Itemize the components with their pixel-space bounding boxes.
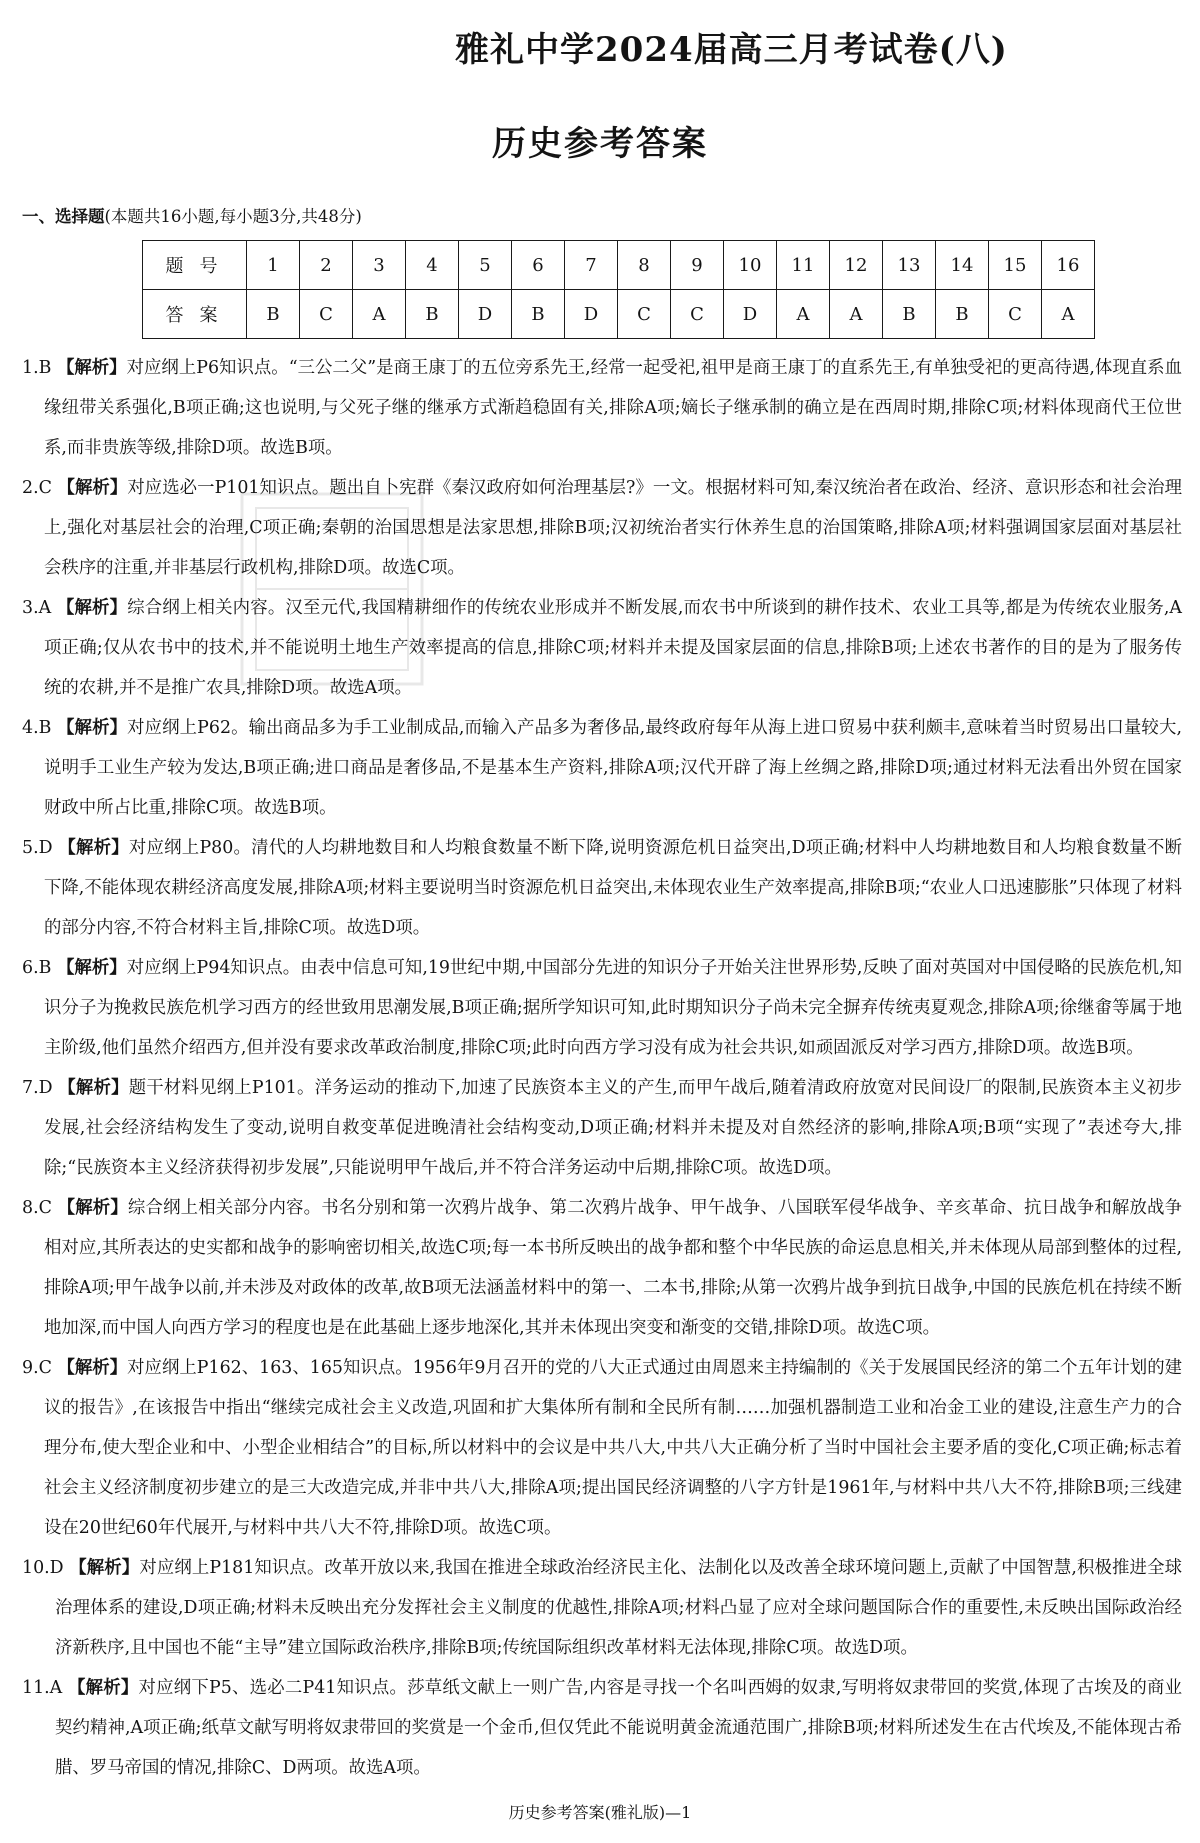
question-number-cell: 14 xyxy=(936,241,989,290)
answer-cell: D xyxy=(724,290,777,339)
explanation-item xyxy=(22,708,1182,828)
explanation-item xyxy=(22,1548,1182,1668)
explanation-item xyxy=(22,948,1182,1068)
explanation-item xyxy=(22,1348,1182,1548)
answer-table xyxy=(142,240,1095,339)
answer-table-number-row xyxy=(143,241,1095,290)
exam-title: 雅礼中学2024届高三月考试卷(八) xyxy=(455,30,1008,70)
question-number-cell: 10 xyxy=(724,241,777,290)
analysis-text: 题干材料见纲上P101。洋务运动的推动下,加速了民族资本主义的产生,而甲午战后,随着清政府放宽对民间设厂的限制,民族资本主义初步发展,社会经济结构发生了变动,说明自救变革促进晚清社会结构变动,D项正确;材料并未提及对自然经济的影响,排除A项;B项“实现了”表述夸大,排除;“民族资本主义经济获得初步发展”,只能说明甲午战后,并不符合洋务运动中后期,排除C项。故选D项。 xyxy=(44,1078,1183,1178)
answer-cell: A xyxy=(777,290,830,339)
item-answer: 7.D xyxy=(22,1078,53,1098)
explanation-item xyxy=(22,348,1182,468)
analysis-text: 综合纲上相关内容。汉至元代,我国精耕细作的传统农业形成并不断发展,而农书中所谈到的耕作技术、农业工具等,都是为传统农业服务,A项正确;仅从农书中的技术,并不能说明土地生产效率提高的信息,排除C项;材料并未提及国家层面的信息,排除B项;上述农书著作的目的是为了服务传统的农耕,并不是推广农具,排除D项。故选A项。 xyxy=(44,598,1182,698)
section-note: (本题共16小题,每小题3分,共48分) xyxy=(104,207,362,226)
question-number-cell: 9 xyxy=(671,241,724,290)
question-number-cell: 15 xyxy=(989,241,1042,290)
question-number-cell: 8 xyxy=(618,241,671,290)
item-answer: 11.A xyxy=(22,1678,63,1698)
item-answer: 1.B xyxy=(22,358,52,378)
item-answer: 10.D xyxy=(22,1558,64,1578)
explanation-item xyxy=(22,588,1182,708)
question-number-cell: 16 xyxy=(1042,241,1095,290)
answer-cell: C xyxy=(989,290,1042,339)
analysis-tag: 【解析】 xyxy=(57,1198,128,1218)
analysis-tag: 【解析】 xyxy=(57,478,128,498)
analysis-text: 综合纲上相关部分内容。书名分别和第一次鸦片战争、第二次鸦片战争、甲午战争、八国联军侵华战争、辛亥革命、抗日战争和解放战争相对应,其所表达的史实都和战争的影响密切相关,故选C项;每一本书所反映出的战争都和整个中华民族的命运息息相关,并未体现从局部到整体的过程,排除A项;甲午战争以前,并未涉及对政体的改革,故B项无法涵盖材料中的第一、二本书,排除;从第一次鸦片战争到抗日战争,中国的民族危机在持续不断地加深,而中国人向西方学习的程度也是在此基础上逐步地深化,其并未体现出突变和渐变的交错,排除D项。故选C项。 xyxy=(44,1198,1182,1338)
answer-row-label: 答案 xyxy=(143,290,247,339)
explanation-item xyxy=(22,1068,1182,1188)
analysis-tag: 【解析】 xyxy=(58,838,129,858)
analysis-tag: 【解析】 xyxy=(57,718,128,738)
answer-cell: A xyxy=(1042,290,1095,339)
answer-cell: C xyxy=(300,290,353,339)
answer-cell: D xyxy=(565,290,618,339)
page-title: 历史参考答案 xyxy=(492,124,708,164)
item-answer: 2.C xyxy=(22,478,52,498)
question-number-cell: 12 xyxy=(830,241,883,290)
question-number-cell: 2 xyxy=(300,241,353,290)
analysis-text: 对应纲上P6知识点。“三公二父”是商王康丁的五位旁系先王,经常一起受祀,祖甲是商王康丁的直系先王,有单独受祀的更高待遇,体现直系血缘纽带关系强化,B项正确;这也说明,与父死子继的继承方式渐趋稳固有关,排除A项;嫡长子继承制的确立是在西周时期,排除C项;材料体现商代王位世系,而非贵族等级,排除D项。故选B项。 xyxy=(44,358,1182,458)
analysis-text: 对应纲上P162、163、165知识点。1956年9月召开的党的八大正式通过由周恩来主持编制的《关于发展国民经济的第二个五年计划的建议的报告》,在该报告中指出“继续完成社会主义改造,巩固和扩大集体所有制和全民所有制……加强机器制造工业和冶金工业的建设,注意生产力的合理分布,使大型企业和中、小型企业相结合”的目标,所以材料中的会议是中共八大,中共八大正确分析了当时中国社会主要矛盾的变化,C项正确;标志着社会主义经济制度初步建立的是三大改造完成,并非中共八大,排除A项;提出国民经济调整的八字方针是1961年,与材料中共八大不符,排除B项;三线建设在20世纪60年代展开,与材料中共八大不符,排除D项。故选C项。 xyxy=(44,1358,1183,1538)
analysis-text: 对应纲上P80。清代的人均耕地数目和人均粮食数量不断下降,说明资源危机日益突出,D项正确;材料中人均耕地数目和人均粮食数量不断下降,不能体现农耕经济高度发展,排除A项;材料主要说明当时资源危机日益突出,未体现农业生产效率提高,排除B项;“农业人口迅速膨胀”只体现了材料的部分内容,不符合材料主旨,排除C项。故选D项。 xyxy=(44,838,1182,938)
explanation-item xyxy=(22,468,1182,588)
answer-cell: B xyxy=(883,290,936,339)
analysis-text: 对应选必一P101知识点。题出自卜宪群《秦汉政府如何治理基层?》一文。根据材料可知,秦汉统治者在政治、经济、意识形态和社会治理上,强化对基层社会的治理,C项正确;秦朝的治国思想是法家思想,排除B项;汉初统治者实行休养生息的治国策略,排除A项;材料强调国家层面对基层社会秩序的注重,并非基层行政机构,排除D项。故选C项。 xyxy=(44,478,1182,578)
answer-cell: D xyxy=(459,290,512,339)
answer-cell: A xyxy=(353,290,406,339)
explanation-item xyxy=(22,1188,1182,1348)
answer-table-answer-row xyxy=(143,290,1095,339)
item-answer: 5.D xyxy=(22,838,53,858)
answer-cell: B xyxy=(512,290,565,339)
analysis-text: 对应纲上P94知识点。由表中信息可知,19世纪中期,中国部分先进的知识分子开始关注世界形势,反映了面对英国对中国侵略的民族危机,知识分子为挽救民族危机学习西方的经世致用思潮发展,B项正确;据所学知识可知,此时期知识分子尚未完全摒弃传统夷夏观念,排除A项;徐继畬等属于地主阶级,他们虽然介绍西方,但并没有要求改革政治制度,排除C项;此时向西方学习没有成为社会共识,如顽固派反对学习西方,排除D项。故选B项。 xyxy=(44,958,1183,1058)
analysis-tag: 【解析】 xyxy=(58,1078,129,1098)
analysis-tag: 【解析】 xyxy=(69,1558,140,1578)
analysis-tag: 【解析】 xyxy=(56,358,127,378)
question-number-cell: 7 xyxy=(565,241,618,290)
answer-cell: C xyxy=(671,290,724,339)
item-answer: 6.B xyxy=(22,958,52,978)
question-number-cell: 4 xyxy=(406,241,459,290)
analysis-text: 对应纲上P181知识点。改革开放以来,我国在推进全球政治经济民主化、法制化以及改善全球环境问题上,贡献了中国智慧,积极推进全球治理体系的建设,D项正确;材料未反映出充分发挥社会主义制度的优越性,排除A项;材料凸显了应对全球问题国际合作的重要性,未反映出国际政治经济新秩序,且中国也不能“主导”建立国际政治秩序,排除B项;传统国际组织改革材料无法体现,排除C项。故选D项。 xyxy=(55,1558,1182,1658)
question-number-cell: 1 xyxy=(247,241,300,290)
answer-cell: B xyxy=(406,290,459,339)
section-heading xyxy=(22,203,362,227)
item-answer: 8.C xyxy=(22,1198,52,1218)
section-label: 一、选择题 xyxy=(22,207,105,226)
item-answer: 9.C xyxy=(22,1358,52,1378)
answer-cell: A xyxy=(830,290,883,339)
number-row-label: 题号 xyxy=(143,241,247,290)
item-answer: 3.A xyxy=(22,598,52,618)
explanation-list xyxy=(22,348,1182,1788)
explanation-item xyxy=(22,1668,1182,1788)
explanation-item xyxy=(22,828,1182,948)
question-number-cell: 6 xyxy=(512,241,565,290)
analysis-tag: 【解析】 xyxy=(67,1678,139,1698)
analysis-tag: 【解析】 xyxy=(57,1358,128,1378)
answer-cell: B xyxy=(936,290,989,339)
question-number-cell: 11 xyxy=(777,241,830,290)
analysis-tag: 【解析】 xyxy=(56,598,128,618)
page-footer: 历史参考答案(雅礼版)—1 xyxy=(508,1803,692,1822)
question-number-cell: 5 xyxy=(459,241,512,290)
question-number-cell: 13 xyxy=(883,241,936,290)
analysis-text: 对应纲下P5、选必二P41知识点。莎草纸文献上一则广告,内容是寻找一个名叫西姆的奴隶,写明将奴隶带回的奖赏,体现了古埃及的商业契约精神,A项正确;纸草文献写明将奴隶带回的奖赏是一个金币,但仅凭此不能说明黄金流通范围广,排除B项;材料所述发生在古代埃及,不能体现古希腊、罗马帝国的情况,排除C、D两项。故选A项。 xyxy=(55,1678,1182,1778)
question-number-cell: 3 xyxy=(353,241,406,290)
analysis-tag: 【解析】 xyxy=(56,958,127,978)
item-answer: 4.B xyxy=(22,718,52,738)
answer-cell: C xyxy=(618,290,671,339)
answer-cell: B xyxy=(247,290,300,339)
analysis-text: 对应纲上P62。输出商品多为手工业制成品,而输入产品多为奢侈品,最终政府每年从海上进口贸易中获利颇丰,意味着当时贸易出口量较大,说明手工业生产较为发达,B项正确;进口商品是奢侈品,不是基本生产资料,排除A项;汉代开辟了海上丝绸之路,排除D项;通过材料无法看出外贸在国家财政中所占比重,排除C项。故选B项。 xyxy=(44,718,1182,818)
